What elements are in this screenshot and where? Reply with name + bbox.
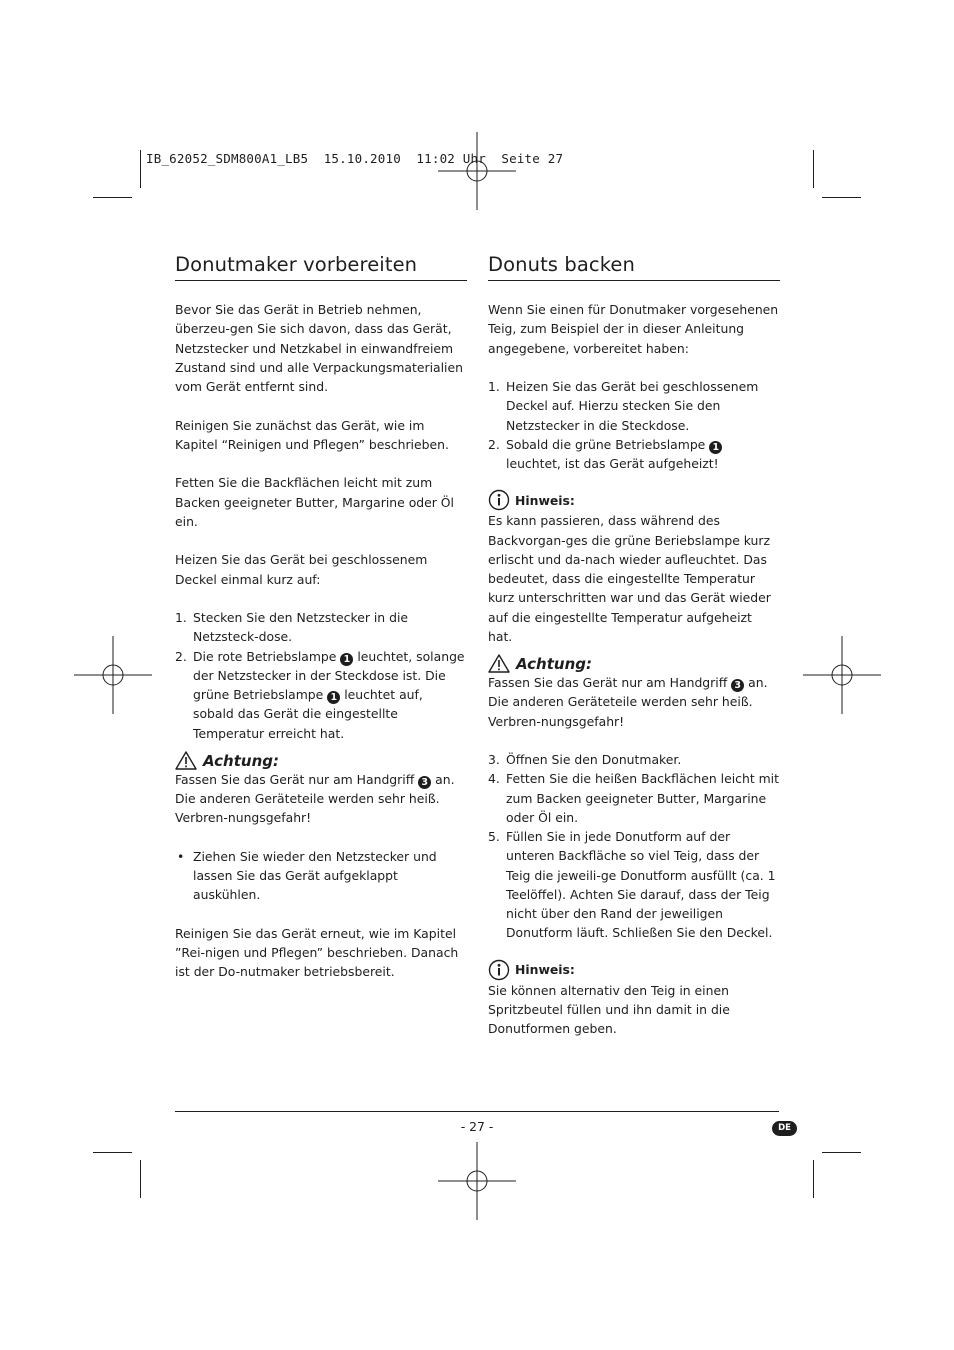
step-number: 4. [488, 771, 500, 787]
list-item [175, 608, 467, 647]
list-item [488, 377, 780, 435]
hint-text: Es kann passieren, dass während des Backvorgan-ges die grüne Beriebslampe kurz erlischt und da-nach wieder aufleuchtet. Das bedeutet, dass die eingestellte Temperatur kurz unterschritten war und das Gerät wieder auf die eingestellte Temperatur aufgeheizt hat. [488, 513, 771, 644]
warning-text-part: an. Die anderen Geräteteile werden sehr heiß. Verbren-nungsgefahr! [488, 675, 768, 729]
number-badge-icon: 1 [340, 653, 353, 666]
warning-label: Achtung: [516, 655, 592, 673]
list-item [488, 750, 780, 769]
paragraph: Reinigen Sie das Gerät erneut, wie im Kapitel ”Rei-nigen und Pflegen” beschrieben. Danach ist der Do-nutmaker betriebsbereit. [175, 925, 459, 980]
bullet-text: Ziehen Sie wieder den Netzstecker und lassen Sie das Gerät aufgeklappt auskühlen. [193, 848, 437, 903]
step-number: 1. [175, 610, 187, 625]
paragraph: Heizen Sie das Gerät bei geschlossenem Deckel einmal kurz auf: [175, 552, 428, 587]
paragraph: Reinigen Sie zunächst das Gerät, wie im Kapitel “Reinigen und Pflegen” beschrieben. [175, 417, 449, 452]
step-number: 3. [488, 752, 500, 767]
language-badge: DE [772, 1121, 797, 1136]
page-number: - 27 - [460, 1119, 494, 1134]
step-text-part: leuchtet auf, sobald das Gerät die eingestellte Temperatur erreicht hat. [193, 687, 423, 741]
warning-text-part: Fassen Sie das Gerät nur am Handgriff [488, 675, 728, 690]
section-title: Donuts backen [488, 252, 780, 281]
paragraph: Bevor Sie das Gerät in Betrieb nehmen, überzeu-gen Sie sich davon, dass das Gerät, Netzstecker und Netzkabel in einwandfreiem Zustand sind und alle Verpackungsmaterialien vom Gerät entfernt sind. [175, 302, 463, 394]
hint-heading [488, 489, 780, 511]
step-text: Heizen Sie das Gerät bei geschlossenem Deckel auf. Hierzu stecken Sie den Netzstecker in die Steckdose. [506, 379, 759, 433]
hint-text: Sie können alternativ den Teig in einen Spritzbeutel füllen und ihn damit in die Donutformen geben. [488, 982, 730, 1036]
info-icon [488, 489, 510, 511]
registration-mark-icon [438, 1142, 516, 1220]
crop-mark [93, 1152, 132, 1153]
number-badge-icon: 3 [731, 679, 744, 692]
step-number: 2. [488, 436, 500, 452]
warning-text-part: Fassen Sie das Gerät nur am Handgriff [175, 771, 415, 787]
warning-triangle-icon [488, 654, 510, 673]
step-number: 5. [488, 829, 500, 844]
step-text: Stecken Sie den Netzstecker in die Netzsteck-dose. [193, 610, 409, 645]
section-title: Donutmaker vorbereiten [175, 252, 467, 281]
warning-text [488, 673, 780, 731]
number-badge-icon: 1 [327, 691, 340, 704]
warning-text-part: an. Die anderen Geräteteile werden sehr heiß. Verbren-nungsgefahr! [175, 771, 455, 826]
crop-mark [822, 197, 861, 198]
crop-mark [822, 1152, 861, 1153]
step-text [506, 435, 780, 474]
print-slug: IB_62052_SDM800A1_LB5 15.10.2010 11:02 Uhr Seite 27 [146, 151, 564, 166]
registration-mark-icon [803, 636, 881, 714]
number-badge-icon: 1 [709, 441, 722, 454]
info-icon [488, 959, 510, 981]
step-text-part: Die rote Betriebslampe [193, 648, 337, 664]
crop-mark [813, 1160, 814, 1198]
number-badge-icon: 3 [418, 776, 431, 789]
right-column [488, 252, 780, 1038]
step-text: Füllen Sie in jede Donutform auf der unteren Backfläche so viel Teig, dass der Teig die jeweili-ge Donutform ausfüllt (ca. 1 Teelöffel). Achten Sie darauf, dass der Teig nicht über den Rand der jeweiligen Donutform läuft. Schließen Sie den Deckel. [506, 829, 776, 941]
step-list [175, 608, 467, 743]
hint-label: Hinweis: [515, 492, 575, 508]
step-text-part: Sobald die grüne Betriebslampe [506, 436, 706, 452]
bullet-mark: • [177, 848, 185, 864]
step-text: Öffnen Sie den Donutmaker. [506, 752, 682, 767]
list-item [488, 435, 780, 474]
crop-mark [140, 1160, 141, 1198]
step-number: 1. [488, 379, 500, 394]
paragraph: Wenn Sie einen für Donutmaker vorgesehenen Teig, zum Beispiel der in dieser Anleitung angegebene, vorbereitet haben: [488, 302, 779, 356]
step-text-part: leuchtet, solange der Netzstecker in der Steckdose ist. Die grüne Betriebslampe [193, 648, 465, 702]
registration-mark-icon [438, 132, 516, 210]
warning-label: Achtung: [203, 751, 279, 770]
step-number: 2. [175, 648, 187, 664]
footer-rule [175, 1111, 779, 1112]
warning-heading [488, 646, 780, 673]
crop-mark [813, 150, 814, 188]
step-text: Fetten Sie die heißen Backflächen leicht mit zum Backen geeigneter Butter, Margarine oder Öl ein. [506, 771, 779, 825]
list-item [175, 847, 467, 905]
list-item [175, 647, 467, 743]
left-column [175, 252, 467, 982]
registration-mark-icon [74, 636, 152, 714]
paragraph: Fetten Sie die Backflächen leicht mit zum Backen geeigneter Butter, Margarine oder Öl ein. [175, 475, 454, 529]
warning-heading [175, 743, 467, 770]
list-item [488, 827, 780, 943]
hint-label: Hinweis: [515, 961, 575, 977]
hint-heading [488, 959, 780, 981]
step-text-part: leuchtet, ist das Gerät aufgeheizt! [506, 456, 719, 471]
crop-mark [93, 197, 132, 198]
warning-text [175, 770, 467, 828]
crop-mark [140, 150, 141, 188]
list-item [488, 769, 780, 827]
step-text [193, 647, 467, 743]
warning-triangle-icon [175, 751, 197, 770]
